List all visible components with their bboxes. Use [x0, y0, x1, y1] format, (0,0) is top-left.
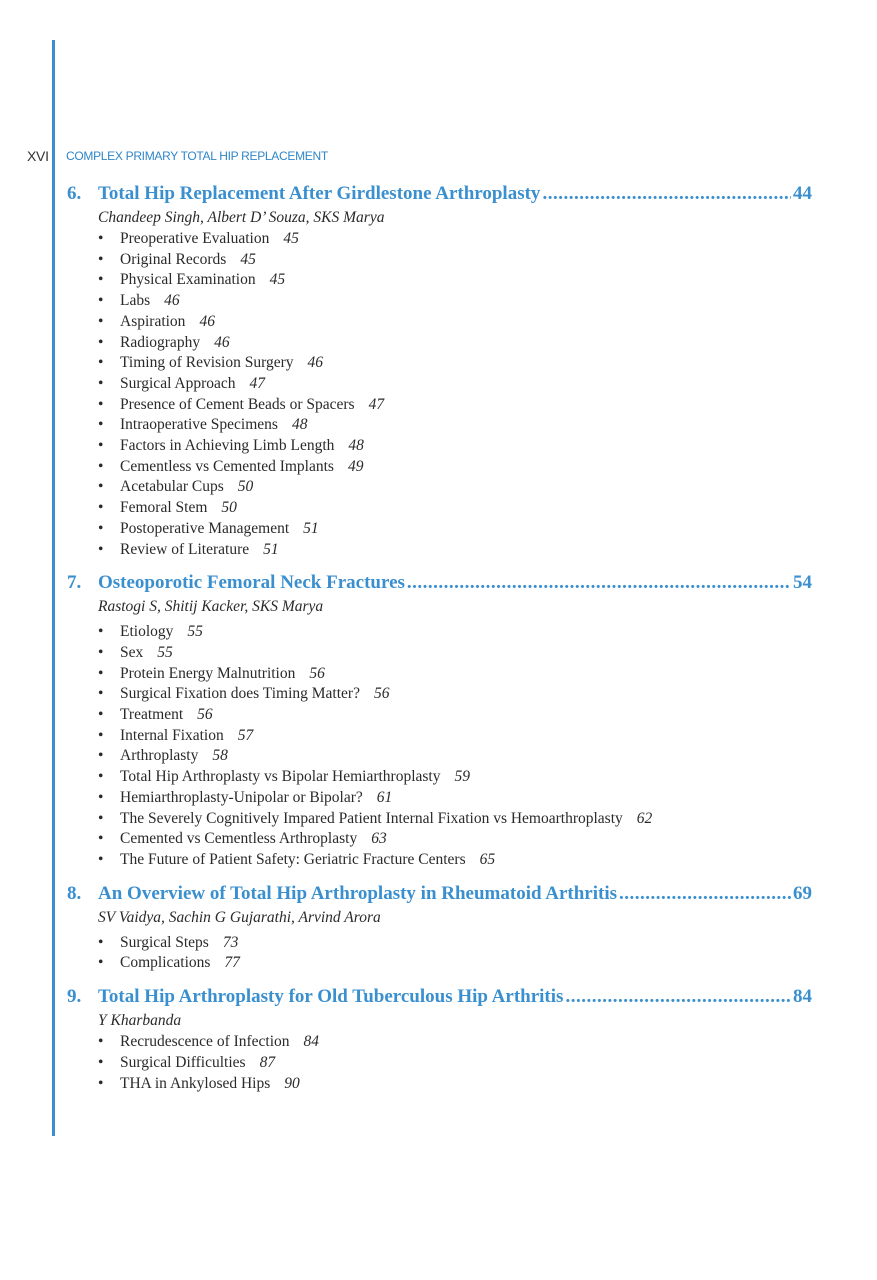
- bullet-icon: •: [98, 457, 104, 475]
- bullet-icon: •: [98, 395, 104, 413]
- topic-item: [98, 477, 812, 498]
- topic-page: 49: [347, 457, 364, 475]
- topic-page: 63: [371, 830, 387, 848]
- topic-page: 45: [283, 230, 299, 247]
- topic-page: 51: [303, 519, 319, 537]
- bullet-icon: •: [98, 664, 104, 682]
- topic-list: [98, 1032, 812, 1094]
- topic-page: 62: [636, 809, 653, 827]
- topic-item: [98, 953, 812, 974]
- topic-page: 58: [212, 747, 228, 765]
- bullet-icon: •: [98, 685, 104, 703]
- topic-page: 90: [284, 1074, 300, 1092]
- chapter-page-number: 69: [793, 882, 812, 904]
- running-title: COMPLEX PRIMARY TOTAL HIP REPLACEMENT: [66, 149, 328, 163]
- topic-item: [98, 291, 812, 312]
- chapter-authors: Rastogi S, Shitij Kacker, SKS Marya: [98, 598, 324, 616]
- chapter-page-number: 54: [793, 572, 812, 594]
- topic-item: [98, 767, 812, 788]
- bullet-icon: •: [98, 830, 104, 848]
- bullet-icon: •: [98, 312, 104, 330]
- topic-page: 45: [269, 271, 286, 289]
- topic-label: Acetabular Cups: [120, 478, 224, 496]
- topic-page: 61: [376, 788, 393, 806]
- topic-page: 47: [249, 374, 266, 392]
- topic-item: [98, 374, 812, 395]
- toc-chapter-6: [67, 181, 812, 560]
- topic-page: 56: [197, 706, 213, 724]
- topic-label: Femoral Stem: [120, 499, 208, 517]
- topic-label: Surgical Steps: [120, 933, 209, 951]
- chapter-heading[interactable]: [67, 881, 812, 907]
- dot-leader: [542, 181, 791, 207]
- bullet-icon: •: [98, 1074, 104, 1092]
- bullet-icon: •: [98, 809, 104, 827]
- topic-page: 55: [157, 643, 173, 661]
- topic-label: Aspiration: [120, 312, 186, 330]
- bullet-icon: •: [98, 478, 104, 496]
- chapter-heading[interactable]: [67, 570, 812, 596]
- topic-page: 47: [368, 395, 385, 413]
- topic-item: [98, 809, 812, 830]
- topic-item: [98, 395, 812, 416]
- topic-label: Total Hip Arthroplasty vs Bipolar Hemiarthroplasty: [120, 768, 441, 786]
- chapter-title: Osteoporotic Femoral Neck Fractures: [98, 572, 405, 594]
- topic-page: 46: [214, 333, 230, 351]
- topic-item: [98, 498, 812, 519]
- topic-label: The Future of Patient Safety: Geriatric Fracture Centers: [120, 850, 466, 868]
- margin-rule: [52, 40, 55, 1136]
- topic-label: Intraoperative Specimens: [120, 416, 278, 434]
- topic-item: [98, 788, 812, 809]
- topic-label: Physical Examination: [120, 271, 256, 289]
- page-number: XVI: [27, 148, 49, 164]
- topic-label: Complications: [120, 954, 211, 972]
- topic-page: 48: [348, 437, 364, 455]
- chapter-authors: SV Vaidya, Sachin G Gujarathi, Arvind Arora: [98, 908, 381, 926]
- topic-item: [98, 933, 812, 954]
- topic-page: 65: [479, 850, 496, 868]
- chapter-page-number: 44: [793, 183, 812, 204]
- bullet-icon: •: [98, 643, 104, 661]
- topic-page: 46: [307, 354, 324, 372]
- toc-chapter-7: [67, 570, 812, 870]
- topic-label: Cemented vs Cementless Arthroplasty: [120, 830, 358, 848]
- topic-item: [98, 353, 812, 374]
- topic-page: 56: [373, 685, 390, 703]
- topic-label: Sex: [120, 643, 144, 661]
- bullet-icon: •: [98, 747, 104, 765]
- toc-chapter-9: [67, 984, 812, 1094]
- topic-item: [98, 519, 812, 540]
- bullet-icon: •: [98, 933, 104, 951]
- topic-item: [98, 829, 812, 850]
- topic-item: [98, 705, 812, 726]
- topic-page: 45: [240, 250, 256, 268]
- topic-label: Surgical Fixation does Timing Matter?: [120, 685, 360, 703]
- dot-leader: [565, 984, 791, 1010]
- chapter-number: 7.: [67, 572, 82, 594]
- topic-label: Postoperative Management: [120, 519, 290, 537]
- bullet-icon: •: [98, 540, 104, 558]
- topic-page: 84: [303, 1033, 320, 1051]
- topic-page: 57: [237, 726, 254, 744]
- topic-label: Labs: [120, 292, 151, 310]
- chapter-title: An Overview of Total Hip Arthroplasty in Rheumatoid Arthritis: [98, 882, 618, 904]
- topic-page: 51: [263, 540, 279, 558]
- bullet-icon: •: [98, 416, 104, 434]
- topic-label: Treatment: [120, 706, 184, 724]
- topic-label: Radiography: [120, 333, 201, 351]
- topic-label: Recrudescence of Infection: [120, 1033, 290, 1051]
- topic-item: [98, 684, 812, 705]
- topic-page: 48: [291, 416, 308, 434]
- topic-item: [98, 229, 812, 250]
- chapter-title: Total Hip Arthroplasty for Old Tuberculous Hip Arthritis: [98, 986, 564, 1008]
- bullet-icon: •: [98, 850, 104, 868]
- topic-item: [98, 540, 812, 561]
- bullet-icon: •: [98, 1033, 104, 1051]
- dot-leader: [619, 881, 791, 907]
- bullet-icon: •: [98, 623, 104, 641]
- bullet-icon: •: [98, 1053, 104, 1071]
- topic-item: [98, 270, 812, 291]
- topic-label: Review of Literature: [120, 540, 250, 558]
- bullet-icon: •: [98, 292, 104, 310]
- topic-page: 73: [222, 933, 239, 951]
- topic-label: Surgical Approach: [120, 374, 236, 392]
- bullet-icon: •: [98, 726, 104, 744]
- topic-page: 46: [164, 292, 180, 310]
- topic-label: The Severely Cognitively Impared Patient Internal Fixation vs Hemoarthroplasty: [120, 809, 623, 827]
- chapter-authors: Chandeep Singh, Albert D’ Souza, SKS Marya: [98, 209, 385, 226]
- chapter-number: 6.: [67, 183, 82, 204]
- topic-label: Internal Fixation: [120, 726, 224, 744]
- bullet-icon: •: [98, 499, 104, 517]
- bullet-icon: •: [98, 954, 104, 972]
- topic-page: 55: [187, 623, 203, 641]
- topic-page: 46: [199, 312, 215, 330]
- topic-item: [98, 457, 812, 478]
- topic-list: [98, 622, 812, 870]
- topic-item: [98, 1032, 812, 1053]
- chapter-number: 9.: [67, 986, 82, 1008]
- chapter-page-number: 84: [793, 986, 812, 1008]
- chapter-title: Total Hip Replacement After Girdlestone Arthroplasty: [98, 183, 541, 204]
- topic-label: Hemiarthroplasty-Unipolar or Bipolar?: [120, 788, 363, 806]
- topic-label: Presence of Cement Beads or Spacers: [120, 395, 355, 413]
- bullet-icon: •: [98, 437, 104, 455]
- chapter-number: 8.: [67, 882, 82, 904]
- topic-item: [98, 746, 812, 767]
- topic-list: [98, 229, 812, 560]
- topic-item: [98, 1053, 812, 1074]
- topic-item: [98, 312, 812, 333]
- topic-item: [98, 850, 812, 871]
- topic-page: 50: [237, 478, 254, 496]
- running-header: [27, 146, 328, 166]
- bullet-icon: •: [98, 706, 104, 724]
- topic-label: Original Records: [120, 250, 227, 268]
- topic-item: [98, 622, 812, 643]
- topic-item: [98, 333, 812, 354]
- topic-item: [98, 1074, 812, 1095]
- topic-page: 77: [224, 954, 240, 972]
- toc-chapter-8: [67, 881, 812, 974]
- topic-label: Etiology: [120, 623, 174, 641]
- chapter-heading[interactable]: [67, 984, 812, 1010]
- topic-item: [98, 664, 812, 685]
- bullet-icon: •: [98, 768, 104, 786]
- topic-page: 59: [454, 768, 470, 786]
- chapter-authors: Y Kharbanda: [98, 1012, 182, 1030]
- topic-label: Timing of Revision Surgery: [120, 354, 294, 372]
- dot-leader: [407, 570, 791, 596]
- table-of-contents: [67, 181, 812, 1104]
- topic-item: [98, 250, 812, 271]
- topic-label: THA in Ankylosed Hips: [120, 1074, 271, 1092]
- topic-item: [98, 726, 812, 747]
- bullet-icon: •: [98, 374, 104, 392]
- topic-item: [98, 436, 812, 457]
- topic-list: [98, 933, 812, 974]
- bullet-icon: •: [98, 250, 104, 268]
- bullet-icon: •: [98, 788, 104, 806]
- topic-label: Factors in Achieving Limb Length: [120, 437, 335, 455]
- topic-label: Protein Energy Malnutrition: [120, 664, 296, 682]
- topic-item: [98, 643, 812, 664]
- topic-page: 87: [259, 1053, 276, 1071]
- topic-item: [98, 415, 812, 436]
- topic-label: Arthroplasty: [120, 747, 199, 765]
- bullet-icon: •: [98, 271, 104, 289]
- topic-page: 50: [221, 499, 237, 517]
- bullet-icon: •: [98, 519, 104, 537]
- bullet-icon: •: [98, 354, 104, 372]
- topic-page: 56: [309, 664, 325, 682]
- bullet-icon: •: [98, 333, 104, 351]
- topic-label: Cementless vs Cemented Implants: [120, 457, 334, 475]
- bullet-icon: •: [98, 230, 104, 247]
- topic-label: Preoperative Evaluation: [120, 230, 270, 247]
- topic-label: Surgical Difficulties: [120, 1053, 246, 1071]
- chapter-heading[interactable]: [67, 181, 812, 207]
